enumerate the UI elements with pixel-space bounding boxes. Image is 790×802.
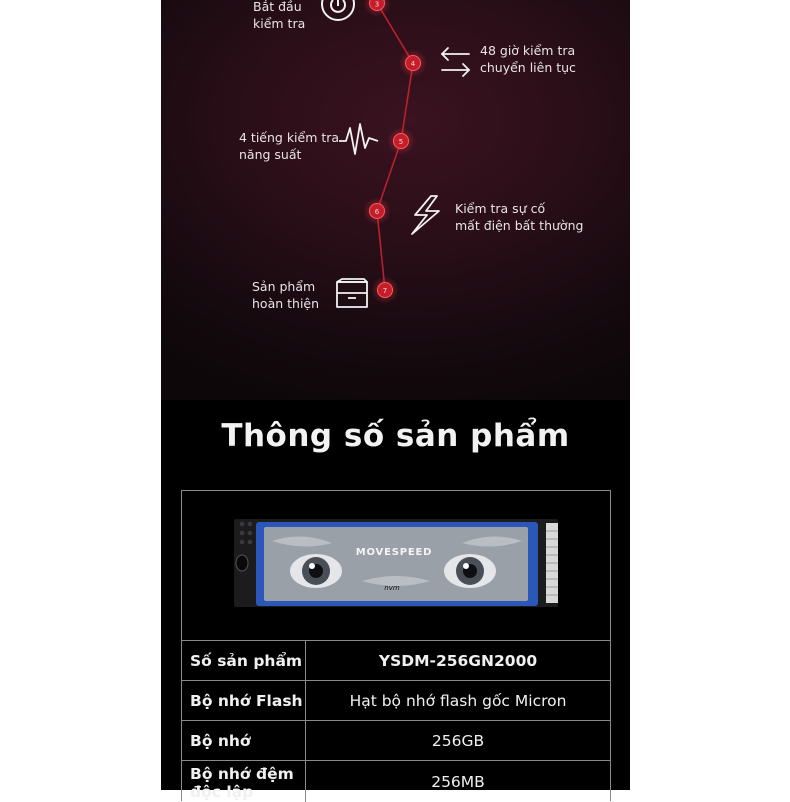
spec-key: Bộ nhớ Flash <box>182 681 306 721</box>
lightning-icon <box>412 196 439 234</box>
spec-value: 256MB <box>431 772 485 791</box>
spec-key: Bộ nhớ <box>182 721 306 761</box>
spec-row <box>182 680 610 721</box>
spec-value: 256GB <box>431 732 485 750</box>
spec-row <box>182 720 610 761</box>
step-node-3 <box>363 0 391 17</box>
step-number-4: 4 <box>410 60 416 68</box>
step-node-7 <box>371 276 399 304</box>
pulse-icon <box>339 124 378 154</box>
spec-value: Hạt bộ nhớ flash gốc Micron <box>349 692 567 710</box>
swap-arrows-icon <box>442 48 469 76</box>
specs-section <box>161 400 630 801</box>
spec-key: Số sản phẩm <box>182 641 306 681</box>
nvm-badge: nvm <box>384 584 400 592</box>
spec-row <box>182 640 610 681</box>
step-label-7: Sản phẩm hoàn thiện <box>252 279 320 311</box>
product-image <box>182 491 610 641</box>
step-number-7: 7 <box>382 287 388 295</box>
step-node-5 <box>387 127 415 155</box>
spec-table <box>181 490 611 801</box>
spec-value: YSDM-256GN2000 <box>378 652 538 670</box>
step-number-5: 5 <box>398 138 404 146</box>
left-eye <box>290 554 342 588</box>
step-label-3: Bắt đầu kiểm tra <box>253 0 306 31</box>
brand-logo: MOVESPEED <box>355 547 433 558</box>
spec-row <box>182 760 610 802</box>
step-label-4: 48 giờ kiểm tra chuyển liên tục <box>480 43 576 75</box>
step-number-6: 6 <box>374 208 380 216</box>
step-label-5: 4 tiếng kiểm tra năng suất <box>239 130 340 162</box>
product-detail-panel <box>161 0 630 801</box>
step-label-6: Kiểm tra sự cố mất điện bất thường <box>455 201 584 233</box>
specs-title: Thông số sản phẩm <box>221 418 570 454</box>
right-eye <box>444 554 496 588</box>
step-node-6 <box>363 197 391 225</box>
testing-timeline <box>161 0 630 400</box>
spec-key: Bộ nhớ đệm độc lập <box>182 761 306 802</box>
step-node-4 <box>399 49 427 77</box>
power-icon <box>322 0 354 20</box>
box-icon <box>337 279 367 307</box>
step-number-3: 3 <box>374 0 380 9</box>
